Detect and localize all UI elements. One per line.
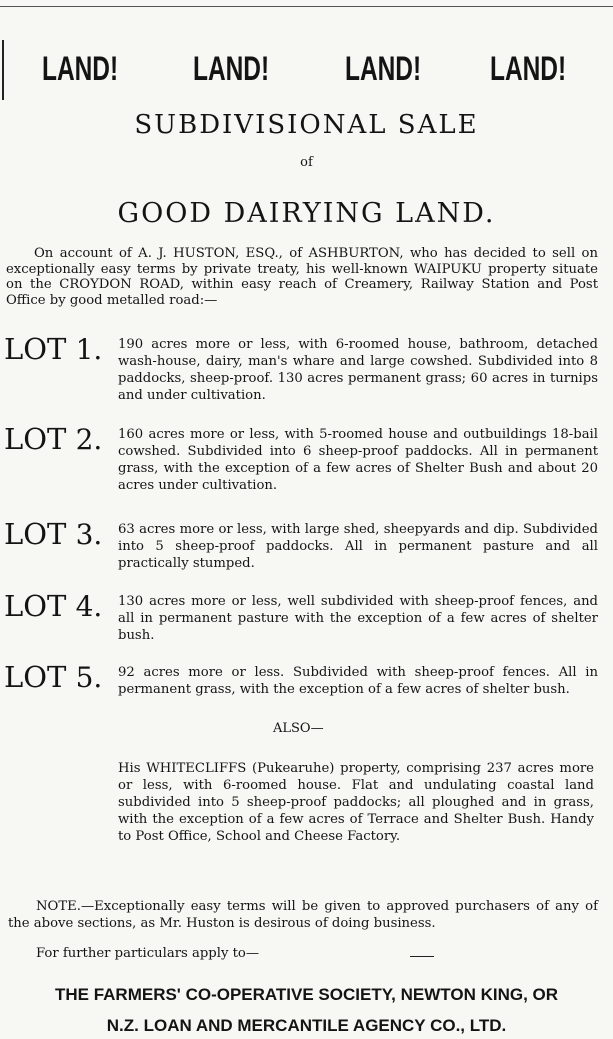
footer-line-1: THE FARMERS' CO-OPERATIVE SOCIETY, NEWTON KING, OR <box>54 985 559 1004</box>
lot-2-label: LOT 2. <box>4 422 103 456</box>
also-heading: ALSO— <box>273 721 324 736</box>
land-word-3: LAND! <box>345 50 422 88</box>
footer-line-2: N.Z. LOAN AND MERCANTILE AGENCY CO., LTD. <box>106 1016 507 1035</box>
lot-1-description: 190 acres more or less, with 6-roomed house, bathroom, detached wash-house, dairy, man's whare and large cowshed. Subdivided into 8 paddocks, sheep-proof. 130 acres permanent grass; 60 acres in turnips and under cultivation. <box>118 337 598 403</box>
lot-2-description: 160 acres more or less, with 5-roomed house and outbuildings 18-bail cowshed. Subdivided into 6 sheep-proof paddocks. All in permanent grass, with the exception of a few acres of Shelter Bush and about 20 acres under cultivation. <box>118 427 598 493</box>
whitecliffs-paragraph: His WHITECLIFFS (Pukearuhe) property, comprising 237 acres more or less, with 6-roomed house. Flat and undulating coastal land subdivided into 5 sheep-proof paddocks; all ploughed and in grass, with the exception of a few acres of Terrace and Shelter Bush. Handy to Post Office, School and Cheese Factory. <box>118 761 594 844</box>
land-word-1: LAND! <box>42 50 119 88</box>
subtitle: SUBDIVISIONAL SALE <box>134 110 479 140</box>
intro-paragraph: On account of A. J. HUSTON, ESQ., of ASHBURTON, who has decided to sell on exceptionally easy terms by private treaty, his well-known WAIPUKU property situate on the CROYDON ROAD, within easy reach of Creamery, Railway Station and Post Office by good metalled road:— <box>6 246 598 308</box>
lot-4-description: 130 acres more or less, well subdivided with sheep-proof fences, and all in permanent pasture with the exception of a few acres of shelter bush. <box>118 594 598 643</box>
land-word-4: LAND! <box>490 50 567 88</box>
lot-5-description: 92 acres more or less. Subdivided with sheep-proof fences. All in permanent grass, with the exception of a few acres of shelter bush. <box>118 665 598 697</box>
lot-5-label: LOT 5. <box>4 660 103 694</box>
land-heading-row <box>0 50 613 96</box>
lot-3-description: 63 acres more or less, with large shed, sheepyards and dip. Subdivided into 5 sheep-proof paddocks. All in permanent pasture and all practically stumped. <box>118 522 598 571</box>
dash-rule <box>410 956 434 957</box>
note-paragraph: NOTE.—Exceptionally easy terms will be given to approved purchasers of any of the above sections, as Mr. Huston is desirous of doing business. <box>8 899 598 931</box>
top-rule <box>0 6 613 7</box>
lot-4-label: LOT 4. <box>4 589 103 623</box>
of-word: of <box>300 155 313 170</box>
land-word-2: LAND! <box>193 50 270 88</box>
lot-1-label: LOT 1. <box>4 332 103 366</box>
further-particulars: For further particulars apply to— <box>36 946 260 961</box>
lot-3-label: LOT 3. <box>4 517 103 551</box>
page-title: GOOD DAIRYING LAND. <box>117 198 496 229</box>
